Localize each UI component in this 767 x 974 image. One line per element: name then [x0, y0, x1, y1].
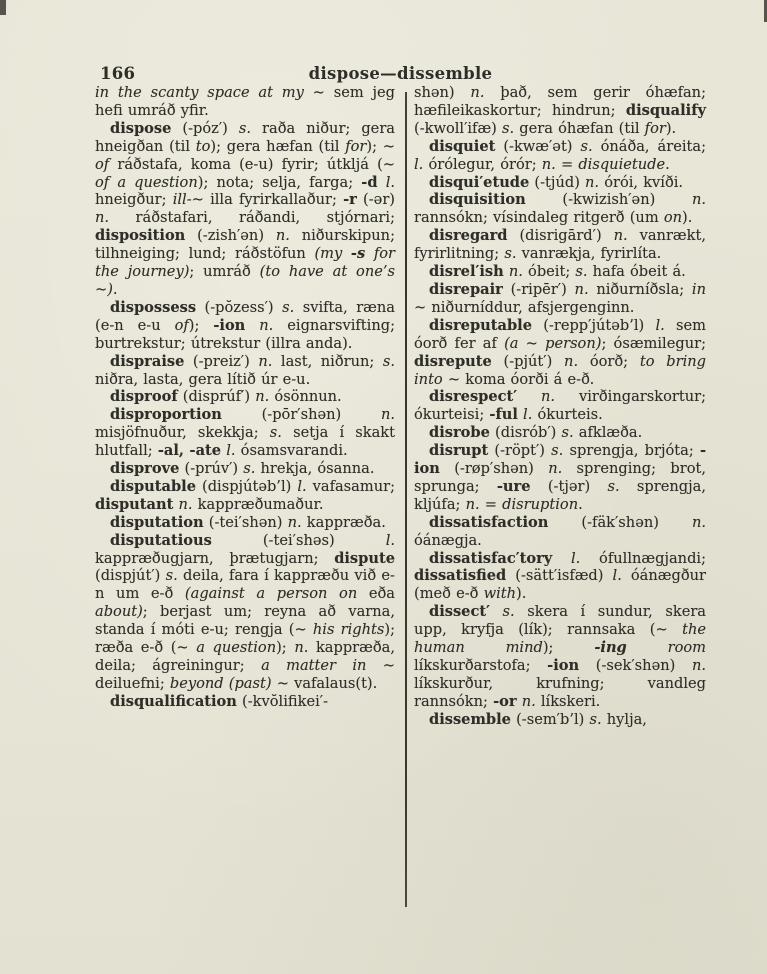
dictionary-entry: disquiet (-kwæ′ət) s. ónáða, áreita; l. órólegur, órór; n. = disquietude.	[414, 137, 706, 173]
dictionary-entry: disquisition (-kwizish′ən) n. rannsókn; vísindaleg ritgerð (um on).	[414, 191, 706, 227]
dictionary-entry: disproof (disprúf′) n. ósönnun.	[110, 388, 342, 406]
running-header: dispose—dissemble	[308, 64, 493, 83]
dictionary-entry: in the scanty space at my ~ sem jeg hefi umráð yfir.	[95, 84, 396, 119]
dictionary-entry: disputation (-tei′shən) n. kappræða.	[110, 513, 386, 531]
dictionary-entry: disrel′ish n. óbeit; s. hafa óbeit á.	[429, 263, 686, 281]
dictionary-entry: dispose (-póz′) s. raða niður; gera hneigðan (til to); gera hæfan (til for); ~ of ráðstafa, koma (e-u) fyrir; útkljá (~ of a question); nota; selja, farga; -d l. hneigður; ill-~ illa fyrirkallaður; -r (-ər) n. ráðstafari, ráðandi, stjórnari; disposition (-zish′ən) n. niðurskipun; tilhneiging; lund; ráðstöfun (my -s for the journey); umráð (to have at one’s ~).	[95, 119, 395, 298]
scan-corner-artifact-left	[0, 0, 6, 15]
dictionary-entry: dispraise (-preiz′) n. last, niðrun; s. niðra, lasta, gera lítið úr e-u.	[95, 352, 395, 388]
dictionary-entry: shən) n. það, sem gerir óhæfan; hæfileikaskortur; hindrun; disqualify (-kwoll′ifæ) s. gera óhæfan (til for).	[414, 84, 706, 137]
dictionary-entry: disrepair (-ripēr′) n. niðurníðsla; in ~ niðurníddur, afsjergenginn.	[414, 280, 706, 316]
dictionary-entry: disprove (-prúv′) s. hrekja, ósanna.	[110, 460, 375, 478]
dictionary-entry: disproportion (-pōr′shən) n. misjöfnuður, skekkja; s. setja í skakt hlutfall; -al, -ate l. ósamsvarandi.	[95, 406, 395, 460]
dictionary-entry: disqualification (-kvŏlifikei′-	[110, 692, 329, 710]
dictionary-entry: disputable (dispjútəb’l) l. vafasamur; disputant n. kappræðumaður.	[95, 477, 395, 513]
dictionary-entry: disrupt (-röpt′) s. sprengja, brjóta; -ion (-røp′shən) n. sprenging; brot, sprunga; -ure (-tjər) s. sprengja, kljúfa; n. = disruption.	[414, 442, 707, 513]
dictionary-entry: disregard (disrigārd′) n. vanrækt, fyrirlitning; s. vanrækja, fyrirlíta.	[414, 227, 706, 263]
column-divider-rule	[405, 92, 407, 907]
dictionary-entry: dissemble (-sem′b’l) s. hylja,	[429, 710, 647, 728]
dictionary-entry: dispossess (-pŏzess′) s. svifta, ræna (e-n e-u of); -ion n. eignarsvifting; burtrekstur; útrekstur (illra anda).	[95, 298, 395, 352]
dictionary-entry: disputatious (-tei′shəs) l. kappræðugjarn, þrætugjarn; dispute (dispjút′) s. deila, fara í kappræðu við e-n um e-ð (against a person on eða about); berjast um; reyna að varna, standa í móti e-u; rengja (~ his rights); ræða e-ð (~ a question); n. kappræða, deila; ágreiningur; a matter in ~ deiluefni; beyond (past) ~ vafalaus(t).	[95, 531, 395, 692]
dictionary-entry: disrespect′ n. virðingarskortur; ókurteisi; -ful l. ókurteis.	[414, 388, 706, 424]
dictionary-entry: disrobe (disrób′) s. afklæða.	[429, 424, 643, 442]
dictionary-entry: dissatisfac′tory l. ófullnægjandi; dissatisfied (-sätt′isfæd) l. óánægður (með e-ð with).	[414, 549, 707, 603]
dictionary-entry: dissect′ s. skera í sundur, skera upp, kryfja (lík); rannsaka (~ the human mind); -ing room líkskurðarstofa; -ion (-sek′shən) n. líkskurður, krufning; vandleg rannsókn; -or n. líkskeri.	[414, 603, 707, 710]
left-column	[95, 84, 395, 711]
dictionary-entry: disqui′etude (-tjúd) n. órói, kvíði.	[429, 173, 684, 191]
dictionary-entry: dissatisfaction (-fäk′shən) n. óánægja.	[414, 513, 706, 549]
right-column	[414, 84, 706, 729]
dictionary-entry: disreputable (-repp′jútəb’l) l. sem óorð fer af (a ~ person); ósæmilegur; disrepute (-pjút′) n. óorð; to bring into ~ koma óorði á e-ð.	[414, 316, 707, 388]
page-number: 166	[100, 64, 136, 83]
